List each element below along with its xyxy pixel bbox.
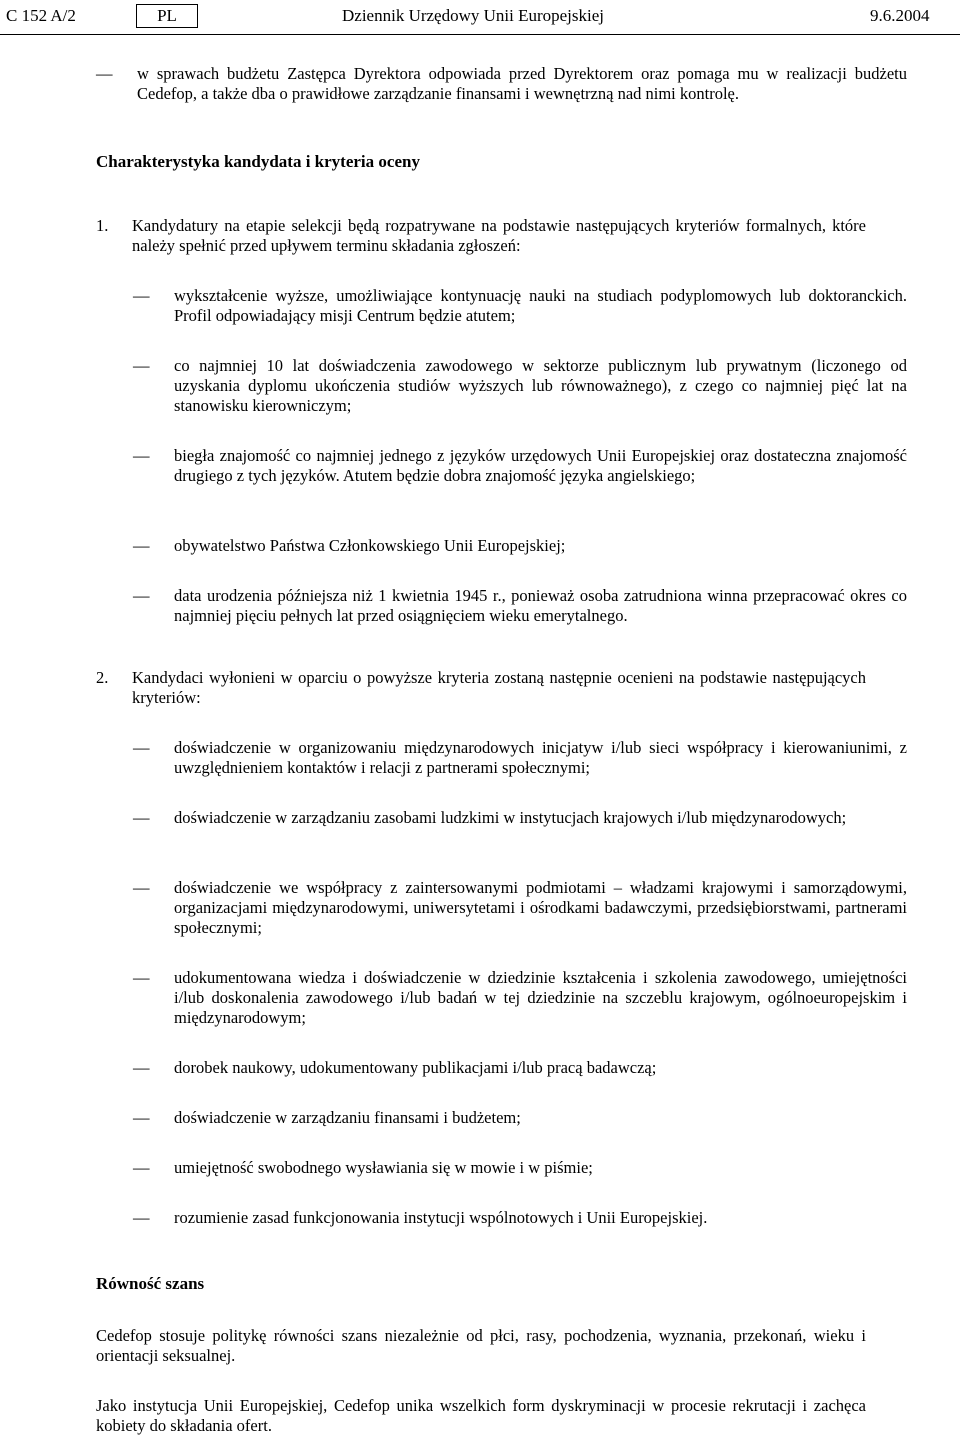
numbered-paragraph-1 (96, 216, 866, 256)
paragraph-number: 1. (96, 216, 109, 235)
journal-title: Dziennik Urzędowy Unii Europejskiej (342, 6, 605, 25)
header-rule (0, 34, 960, 35)
page-number: C 152 A/2 (6, 6, 76, 25)
paragraph-text: Kandydatury na etapie selekcji będą rozpatrywane na podstawie następujących kryteriów formalnych, które należy spełnić przed upływem terminu składania zgłoszeń: (132, 216, 866, 255)
list-item-text: wykształcenie wyższe, umożliwiające kontynuację nauki na studiach podyplomowych lub doktoranckich. Profil odpowiadający misji Centrum będzie atutem; (174, 286, 907, 325)
list-item-text: doświadczenie w zarządzaniu zasobami ludzkimi w instytucjach krajowych i/lub międzynarodowych; (174, 808, 847, 827)
list-item (133, 356, 907, 416)
list-item-text: rozumienie zasad funkcjonowania instytucji wspólnotowych i Unii Europejskiej. (174, 1208, 708, 1227)
dash-mark: — (133, 1058, 150, 1077)
list-item-text: co najmniej 10 lat doświadczenia zawodowego w sektorze publicznym lub prywatnym (liczonego od uzyskania dyplomu ukończenia studiów wyższych lub równoważnego), z czego co najmniej pięć lat na stanowisku kierowniczym; (174, 356, 907, 415)
list-item-text: doświadczenie w zarządzaniu finansami i budżetem; (174, 1108, 521, 1127)
list-item-text: dorobek naukowy, udokumentowany publikacjami i/lub pracą badawczą; (174, 1058, 657, 1077)
dash-mark: — (133, 536, 150, 555)
list-item (133, 446, 907, 486)
dash-mark: — (133, 968, 150, 987)
dash-mark: — (96, 64, 113, 83)
list-item (133, 1058, 907, 1078)
dash-mark: — (133, 286, 150, 305)
dash-mark: — (133, 1108, 150, 1127)
list-item (133, 878, 907, 938)
publication-date: 9.6.2004 (870, 6, 930, 25)
list-item (133, 1208, 907, 1228)
list-item (133, 1158, 907, 1178)
list-item-text: doświadczenie we współpracy z zaintersowanymi podmiotami – władzami krajowymi i samorządowymi, organizacjami międzynarodowymi, uniwersytetami i ośrodkami badawczymi, przedsiębiorstwami, partnerami społecznymi; (174, 878, 907, 937)
equal-opportunities-paragraph-1: Cedefop stosuje politykę równości szans niezależnie od płci, rasy, pochodzenia, wyznania, przekonań, wieku i orientacji seksualnej. (96, 1326, 866, 1365)
list-item-text: obywatelstwo Państwa Członkowskiego Unii Europejskiej; (174, 536, 566, 555)
list-item (133, 1108, 907, 1128)
list-item (133, 968, 907, 1028)
intro-item (96, 64, 907, 104)
dash-mark: — (133, 446, 150, 465)
list-item-text: data urodzenia późniejsza niż 1 kwietnia 1945 r., ponieważ osoba zatrudniona winna przepracować okres co najmniej pięciu pełnych lat przed osiągnięciem wieku emerytalnego. (174, 586, 907, 625)
list-item (133, 808, 907, 828)
paragraph-text: Kandydaci wyłonieni w oparciu o powyższe kryteria zostaną następnie ocenieni na podstawie następujących kryteriów: (132, 668, 866, 707)
intro-item-text: w sprawach budżetu Zastępca Dyrektora odpowiada przed Dyrektorem oraz pomaga mu w realizacji budżetu Cedefop, a także dba o prawidłowe zarządzanie finansami i wewnętrzną nad nimi kontrolę. (137, 64, 907, 103)
dash-mark: — (133, 878, 150, 897)
list-item-text: doświadczenie w organizowaniu międzynarodowych inicjatyw i/lub sieci współpracy i kierowaniunimi, z uwzględnieniem kontaktów i relacji z partnerami społecznymi; (174, 738, 907, 777)
dash-mark: — (133, 586, 150, 605)
list-item-text: umiejętność swobodnego wysławiania się w mowie i w piśmie; (174, 1158, 593, 1177)
page-header (0, 4, 960, 30)
list-item (133, 738, 907, 778)
section-heading-criteria: Charakterystyka kandydata i kryteria oceny (96, 152, 420, 171)
language-box: PL (136, 4, 198, 28)
list-item-text: biegła znajomość co najmniej jednego z języków urzędowych Unii Europejskiej oraz dostateczna znajomość drugiego z tych języków. Atutem będzie dobra znajomość języka angielskiego; (174, 446, 907, 485)
equal-opportunities-paragraph-2: Jako instytucja Unii Europejskiej, Cedefop unika wszelkich form dyskryminacji w procesie rekrutacji i zachęca kobiety do składania ofert. (96, 1396, 866, 1435)
paragraph-number: 2. (96, 668, 109, 687)
dash-mark: — (133, 1158, 150, 1177)
list-item (133, 586, 907, 626)
list-item-text: udokumentowana wiedza i doświadczenie w dziedzinie kształcenia i szkolenia zawodowego, umiejętności i/lub doskonalenia zawodowego i/lub badań w tej dziedzinie na szczeblu krajowym, ogólnoeuropejskim i międzynarodowym; (174, 968, 907, 1027)
section-heading-equal-opportunities: Równość szans (96, 1274, 205, 1293)
dash-mark: — (133, 356, 150, 375)
dash-mark: — (133, 808, 150, 827)
numbered-paragraph-2 (96, 668, 866, 708)
list-item (133, 536, 907, 556)
list-item (133, 286, 907, 326)
dash-mark: — (133, 738, 150, 757)
dash-mark: — (133, 1208, 150, 1227)
